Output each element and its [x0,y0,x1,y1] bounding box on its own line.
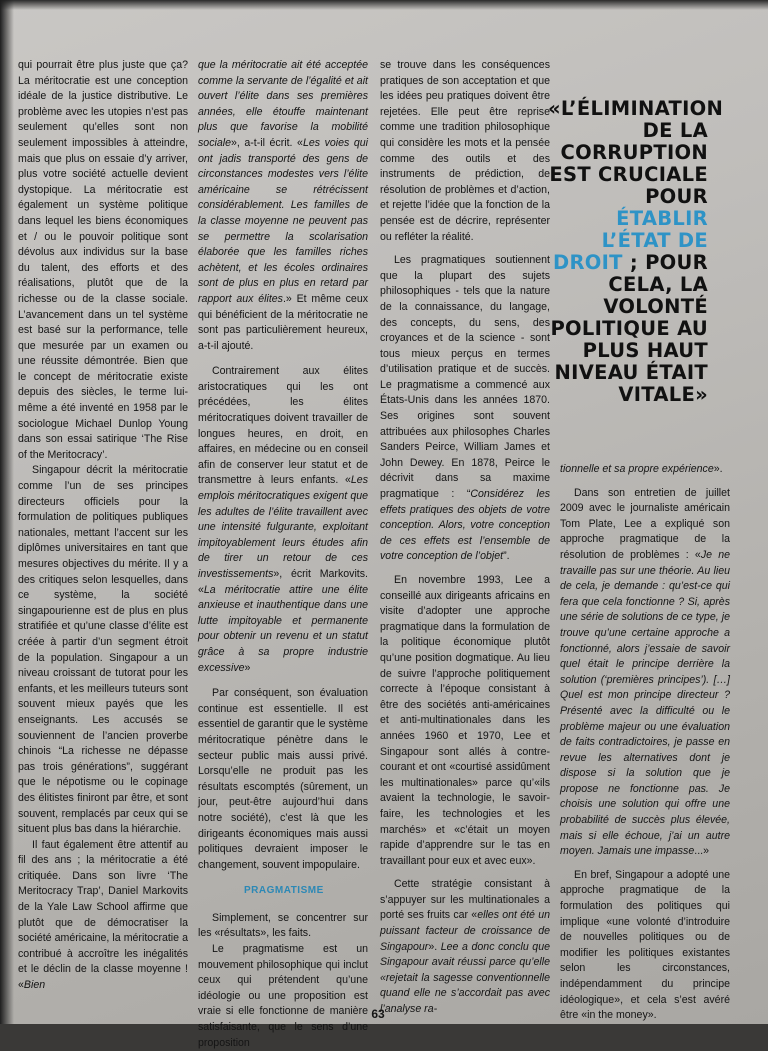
pull-quote [548,97,724,406]
section-heading: PRAGMATISME [244,885,324,897]
paragraph-text: », écrit Markovits. « [198,568,368,596]
article-column-1 [18,58,188,994]
paragraph-text: Il faut également être attentif au fil des ans ; la méritocratie a été critiquée. Dans son livre ‘The Meritocracy Trap’, Daniel Markovits de la Yale Law School affirme que plutôt que de démocratiser la société américaine, la méritocratie a contribué à accroître les inégalités et le déclin de la classe moyenne ! « [18,838,188,992]
paragraph: Singapour décrit la méritocratie comme l’un de ses principes directeurs officiels pour la formulation de politiques publiques nationales, mettant l’accent sur les diplômes universitaires en tant que mesures objectives du mérite. Il y a des critiques selon lesquelles, dans ce système, la société singapourienne est de plus en plus stratifiée et qu’une classe d’élite est créée à partir d’un segment étroit de la population. Singapour a un niveau croissant de tutorat pour les enfants, et les meilleurs tuteurs sont souvent mieux payés que les enseignants. Les accusés se souviennent de l’ancien proverbe chinois “La richesse ne dépasse pas trois générations”, suggérant que le népotisme ou le copinage des élitistes finiront par être, et sont souvent, remplacés par ceux qui se situent plus bas dans la hiérarchie. [18,464,188,836]
paragraph: En novembre 1993, Lee a conseillé aux dirigeants africains en visite d’adopter une approche pragmatique dans la formulation de la politique économique plutôt qu’une position dogmatique. Au lieu de suivre l’approche politiquement correcte à l’époque consistant à être des sociétés anti-américaines et anti-multinationales dans les années 1960 et 1970, Lee et Singapour sont allés à contre-courant et ont «courtisé assidûment les multinationales» parce qu’«ils avaient la technologie, le savoir-faire, les technologies et les marchés» et «c’était un moyen rapide d’apprendre sur le tas en travaillant pour eux et avec eux». [380,574,550,867]
paragraph [18,838,188,994]
paragraph-text: Dans son entretien de juillet 2009 avec le journaliste américain Tom Plate, Lee a expliqué son approche pragmatique de la résolution de problèmes : « [560,486,730,561]
paragraph [198,58,368,354]
pull-quote-text: «L’ÉLIMINATION DE LA CORRUPTION EST CRUCIALE POUR [548,97,724,208]
page-binding-shadow [0,0,14,1024]
article-column-4 [560,462,730,1024]
quote-text: elles ont été un puissant facteur de croissance de Singapour [380,909,550,953]
paragraph-text: » [244,661,251,674]
article-column-2 [198,58,368,1051]
quote-text: Considérez les effets pratiques des objets de votre conception. Alors, votre conception de ces effets est l’ensemble de votre conception de l’objet [380,488,551,563]
page-number: 63 [371,1007,385,1021]
pull-quote-text: ; POUR CELA, LA VOLONTÉ POLITIQUE AU PLUS HAUT NIVEAU ÉTAIT VITALE» [550,251,708,406]
paragraph-text: Les pragmatiques soutiennent que la plupart des sujets philosophiques - tels que la nature de la connaissance, du langage, des concepts, du sens, des croyances et de la science - sont tous mieux perçus en termes d’utilisation pratique et de succès. Le pragmatisme a commencé aux États-Unis dans les années 1870. Ses origines sont souvent attribuées aux philosophes Charles Sanders Peirce, William James et John Dewey. En 1878, Peirce le décrivit dans sa maxime pragmatique : “ [380,254,550,501]
pull-quote-accent-text: ÉTABLIR L’ÉTAT DE DROIT [552,207,708,274]
paragraph: Simplement, se concentrer sur les «résultats», les faits. [198,911,368,940]
paragraph-text: », a-t-il écrit. « [230,136,303,149]
quote-text: Les voies qui ont jadis transporté des gens de circonstances modestes vers l’élite américaine se rétrécissent considérablement. Les familles de la classe moyenne ne peuvent pas se permettre la scolarisation élaborée que les familles riches achètent, et les écoles ordinaires sont de plus en plus en retard par rapport aux élites [198,136,368,305]
page-top-shadow [0,0,768,10]
paragraph-text: Contrairement aux élites aristocratiques qui les ont précédées, les élites méritocratiques doivent travailler de longues heures, en droit, en affaires, en médecine ou en conseil afin de conserver leur statut et de transmettre à leurs enfants. « [198,365,368,487]
paragraph-italic-text: Bien [23,979,46,992]
quote-text: Les emplois méritocratiques exigent que les adultes de l’élite travaillent avec une intensité fulgurante, exploitant impitoyablement leurs études afin de tirer un retour de ces investissements [198,474,368,580]
paragraph-text: .» Et même ceux qui bénéficient de la méritocratie ne sont pas particulièrement heureux, a-t-il ajouté. [198,292,369,352]
paragraph: qui pourrait être plus juste que ça? La méritocratie est une conception idéale de la justice distributive. Le problème avec les utopies n’est pas seulement qu’elles sont non seulement impossibles à atteindre, mais que plus on essaie d’y arriver, plus votre société actuelle devient dystopique. La méritocratie est également un système politique dans lequel les biens économiques et / ou le pouvoir politique sont dévolus aux individus sur la base du talent, des efforts et des réalisations, plutôt que de la richesse ou de la classe sociale. L’avancement dans un tel système est basé sur la performance, telle que mesurée par un examen ou une réussite démontrée. Bien que le concept de méritocratie existe depuis des siècles, le terme lui-même a été inventé en 1958 par le sociologue Michael Dunlop Young dans son essai satirique ‘The Rise of the Meritocracy’. [18,59,188,461]
paragraph: Par conséquent, son évaluation continue est essentielle. Il est essentiel de garantir que le système méritocratique pénètre dans le secteur public mais aussi privé. Lorsqu’elle ne produit pas les résultats escomptés (sûrement, un jour, peut-être aujourd’hui dans notre société), c’est là que les dirigeants économiques mais aussi politiques devraient imposer le changement, souvent impopulaire. [198,687,368,871]
paragraph: se trouve dans les conséquences pratiques de son acceptation et que les idées peu pratiques doivent être rejetées. Elle peut être reprise comme une tradition philosophique qui considère les mots et la pensée comme des outils et des instruments de prédiction, de résolution de problèmes et d’action, et rejette l’idée que la fonction de la pensée est de décrire, représenter ou refléter la réalité. [380,59,550,243]
paragraph-text: ». [428,940,441,953]
quote-text: que la méritocratie ait été acceptée comme la servante de l’égalité et ait ouvert l’élite dans ses premières années, elle étouffe maintenant plus que favorise la mobilité sociale [198,59,368,149]
paragraph [380,877,550,1017]
quote-text: tionnelle et sa propre expérience [560,463,714,475]
paragraph [380,253,550,565]
paragraph [560,462,730,478]
paragraph [198,364,368,676]
paragraph [560,486,730,860]
quote-text: Je ne travaille pas sur une théorie. Au lieu de cela, je demande : qu’est-ce qui fera que cela fonctionne ? Si, après une série de solutions de ce type, je trouve qu’une certaine approche a fonctionné, alors j’essaie de savoir quel était le principe derrière la solution (‘premières principes’). […] Quel est mon principe directeur ? Présenté avec la difficulté ou le problème majeur ou une évaluation de faits contradictoires, je passe en revue les alternatives dont je dispose si la solution que je propose ne fonctionne pas. Je choisis une solution qui offre une probabilité de succès plus élevée, mais si elle échoue, j’ai un autre moyen. Jamais une impasse [560,548,730,858]
paragraph-text: Cette stratégie consistant à s’appuyer sur les multinationales a porté ses fruits car « [380,878,550,922]
paragraph-text: ». [713,463,723,475]
paragraph: En bref, Singapour a adopté une approche pragmatique de la formulation des politiques qui implique «une volonté d’introduire de nouvelles politiques ou de modifier les politiques existantes selon les circonstances, indépendamment du principe idéologique», et cela s’est avéré être «in the money». [560,868,730,1022]
paragraph-text: ”. [503,550,510,563]
paragraph: Le pragmatisme est un mouvement philosophique qui inclut ceux qui prétendent qu’une idéologie ou une proposition est vraie si elle fonctionne de manière satisfaisante, que le sens d’une proposition [198,943,368,1049]
quote-text: Lee a donc conclu que Singapour avait réussi parce qu’elle «rejetait la sagesse conventionnelle quand elle ne s’accordait pas avec l’analyse ra- [380,940,550,1016]
quote-text: La méritocratie attire une élite anxieuse et inauthentique dans une lutte impitoyable et permanente pour obtenir un revenu et un statut grâce à sa propre industrie excessive [198,583,368,674]
paragraph-text: ...» [694,845,709,858]
article-column-3 [380,58,550,1018]
